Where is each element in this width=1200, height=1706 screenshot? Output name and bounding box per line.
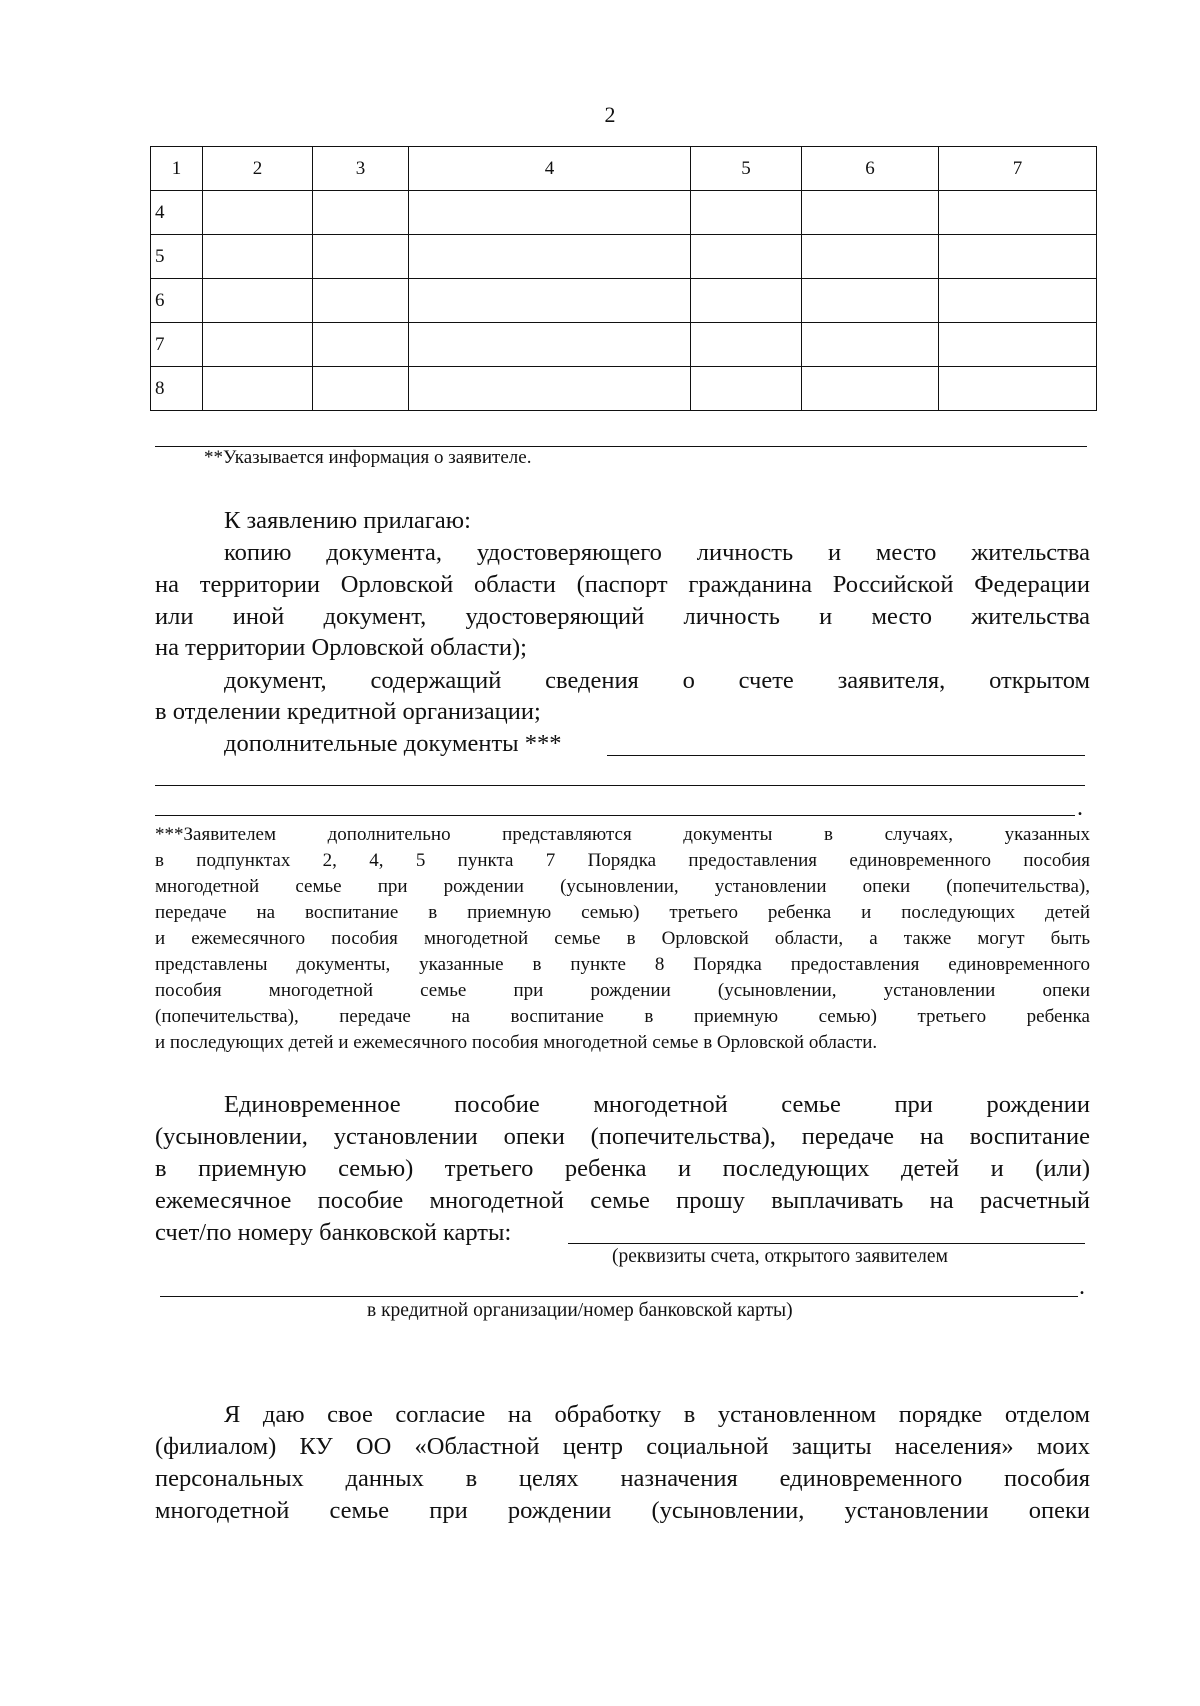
table-cell: [409, 323, 691, 367]
table-cell: [691, 191, 802, 235]
attachments-intro: К заявлению прилагаю:: [224, 507, 471, 534]
table-cell: [939, 323, 1097, 367]
footnote-docs-line-6: представлены документы, указанные в пункте 8 Порядка предоставления единовременного: [155, 954, 1090, 975]
table-cell: [409, 235, 691, 279]
footnote-docs-line-8: (попечительства), передаче на воспитание в приемную семью) третьего ребенка: [155, 1006, 1090, 1027]
table-row: [151, 367, 1097, 411]
additional-documents-field[interactable]: [607, 755, 1085, 756]
payment-line-1: Единовременное пособие многодетной семье при рождении: [224, 1091, 1090, 1118]
table-cell: [691, 235, 802, 279]
additional-documents-field-line-2[interactable]: [155, 785, 1085, 786]
table-cell: 5: [151, 235, 203, 279]
table-header-cell: 7: [939, 147, 1097, 191]
table-cell: [802, 235, 939, 279]
table-cell: 6: [151, 279, 203, 323]
footnote-docs-line-7: пособия многодетной семье при рождении (усыновлении, установлении опеки: [155, 980, 1090, 1001]
table-cell: [313, 235, 409, 279]
table-cell: [939, 235, 1097, 279]
table-header-cell: 2: [203, 147, 313, 191]
table-cell: [313, 367, 409, 411]
table-cell: [409, 191, 691, 235]
table-cell: [691, 279, 802, 323]
table-cell: [691, 323, 802, 367]
account-caption-1: (реквизиты счета, открытого заявителем: [612, 1246, 948, 1267]
account-caption-2: в кредитной организации/номер банковской карты): [367, 1300, 793, 1321]
consent-line-3: персональных данных в целях назначения единовременного пособия: [155, 1465, 1090, 1492]
consent-line-2: (филиалом) КУ ОО «Областной центр социальной защиты населения» моих: [155, 1433, 1090, 1460]
table-cell: 7: [151, 323, 203, 367]
table-cell: [939, 367, 1097, 411]
account-details-field[interactable]: [568, 1243, 1085, 1244]
table-cell: [313, 279, 409, 323]
consent-line-1: Я даю свое согласие на обработку в установленном порядке отделом: [224, 1401, 1090, 1428]
table-cell: [691, 367, 802, 411]
table-cell: [802, 323, 939, 367]
table-row: [151, 191, 1097, 235]
table-header-cell: 1: [151, 147, 203, 191]
table-header-cell: 6: [802, 147, 939, 191]
data-table: [150, 146, 1097, 411]
table-cell: [203, 191, 313, 235]
table-cell: 4: [151, 191, 203, 235]
table-cell: [802, 367, 939, 411]
payment-line-2: (усыновлении, установлении опеки (попечительства), передаче на воспитание: [155, 1123, 1090, 1150]
table-header-row: [151, 147, 1097, 191]
attachment-item-1-line-1: копию документа, удостоверяющего личность и место жительства: [224, 539, 1090, 566]
footnote-docs-line-3: многодетной семье при рождении (усыновлении, установлении опеки (попечительства),: [155, 876, 1090, 897]
table-header-cell: 5: [691, 147, 802, 191]
table-cell: 8: [151, 367, 203, 411]
footnote-docs-line-1: ***Заявителем дополнительно представляются документы в случаях, указанных: [155, 824, 1090, 845]
account-details-field-line-2[interactable]: [160, 1296, 1078, 1297]
additional-documents-field-line-3[interactable]: [155, 815, 1075, 816]
page-number: 2: [604, 102, 616, 127]
attachment-item-2-line-1: документ, содержащий сведения о счете заявителя, открытом: [224, 667, 1090, 694]
table-cell: [802, 279, 939, 323]
footnote-docs-line-9: и последующих детей и ежемесячного пособия многодетной семье в Орловской области.: [155, 1032, 878, 1053]
consent-line-4: многодетной семье при рождении (усыновлении, установлении опеки: [155, 1497, 1090, 1524]
table-row: [151, 323, 1097, 367]
table-cell: [409, 367, 691, 411]
table-cell: [939, 191, 1097, 235]
table-header-cell: 4: [409, 147, 691, 191]
attachment-item-1-line-2: на территории Орловской области (паспорт гражданина Российской Федерации: [155, 571, 1090, 598]
table-header-cell: 3: [313, 147, 409, 191]
table-cell: [203, 235, 313, 279]
attachment-item-3: дополнительные документы ***: [224, 730, 562, 757]
footnote-docs-line-4: передаче на воспитание в приемную семью) третьего ребенка и последующих детей: [155, 902, 1090, 923]
table-cell: [313, 323, 409, 367]
table-cell: [313, 191, 409, 235]
account-details-end-mark: .: [1079, 1274, 1085, 1300]
table-row: [151, 279, 1097, 323]
table-cell: [409, 279, 691, 323]
payment-line-3: в приемную семью) третьего ребенка и последующих детей и (или): [155, 1155, 1090, 1182]
table-cell: [203, 323, 313, 367]
table-cell: [203, 279, 313, 323]
table-cell: [802, 191, 939, 235]
payment-line-4: ежемесячное пособие многодетной семье прошу выплачивать на расчетный: [155, 1187, 1090, 1214]
attachment-item-2-line-2: в отделении кредитной организации;: [155, 698, 541, 725]
attachment-item-1-line-3: или иной документ, удостоверяющий личность и место жительства: [155, 603, 1090, 630]
table-cell: [939, 279, 1097, 323]
table-row: [151, 235, 1097, 279]
additional-documents-end-mark: .: [1077, 795, 1083, 821]
footnote-docs-line-2: в подпунктах 2, 4, 5 пункта 7 Порядка предоставления единовременного пособия: [155, 850, 1090, 871]
table-cell: [203, 367, 313, 411]
payment-line-5: счет/по номеру банковской карты:: [155, 1219, 512, 1246]
attachment-item-1-line-4: на территории Орловской области);: [155, 634, 527, 661]
footnote-applicant: **Указывается информация о заявителе.: [204, 447, 532, 468]
footnote-docs-line-5: и ежемесячного пособия многодетной семье в Орловской области, а также могут быть: [155, 928, 1090, 949]
